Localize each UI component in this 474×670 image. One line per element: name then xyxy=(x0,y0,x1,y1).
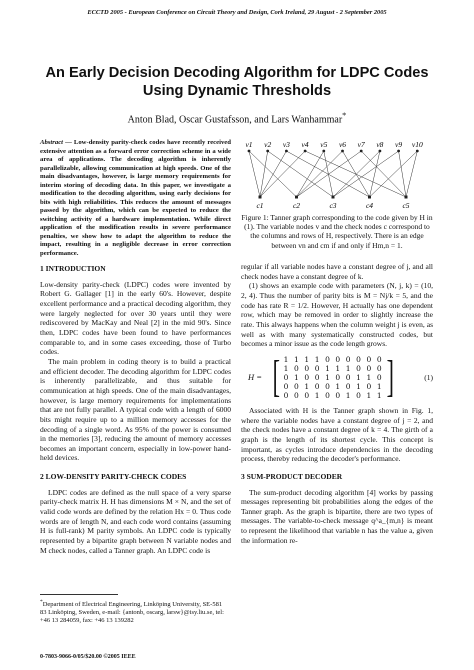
regular-definition: regular if all variable nodes have a constant degree of j, and all check nodes have a constant degree of k. xyxy=(241,262,433,281)
footnote-text: Department of Electrical Engineering, Linköping University, SE-581 83 Linköping, Sweden, e-mail: {antonb, oscarg, larsw}@isy.liu.se, tel: +46 13 284059, fax: +46 13 139282 xyxy=(40,601,224,625)
matrix-row: 0 1 0 0 1 0 0 1 1 0 xyxy=(283,372,384,382)
tanner-edge xyxy=(286,151,369,197)
tanner-edge xyxy=(249,151,260,197)
equation-number: (1) xyxy=(424,372,433,382)
check-node-label: c5 xyxy=(402,201,410,210)
right-bracket: ] xyxy=(386,352,395,402)
tanner-edge xyxy=(370,151,418,197)
section-3-heading: 3 SUM-PRODUCT DECODER xyxy=(241,471,343,481)
tanner-edges xyxy=(249,151,417,197)
check-nodes xyxy=(256,196,409,211)
intro-paragraph-2: The main problem in coding theory is to build a practical and efficient decoder. The decoding algorithm for LDPC codes is inherently parallelizable, and thus suitable for communication at high speeds. One of the main disadvantages, however, is large memory requirements for implementations that are not fully parallel. A typical code with a length of 6000 bits might require up to a million memory accesses for the decoding of a single word. As 95% of the power is consumed in the memories [3], reducing the amount of memory accesses becomes an important concern, especially in low-power hand-held devices. xyxy=(40,356,231,463)
authors xyxy=(0,111,474,125)
figure-caption: Figure 1: Tanner graph corresponding to the code given by H in (1). The variable nodes v and the check nodes c correspond to the columns and rows of H, respectively. There is an edge between vn and cm if and only if Hm,n = 1. xyxy=(241,213,433,250)
section-1-heading: 1 INTRODUCTION xyxy=(40,264,106,273)
check-node xyxy=(259,196,262,199)
variable-nodes xyxy=(245,140,423,152)
matrix-row: 1 0 0 0 1 1 1 0 0 0 xyxy=(283,363,384,373)
matrix-row: 0 0 0 1 0 0 1 0 1 1 xyxy=(283,390,384,400)
tanner-edge xyxy=(333,151,380,197)
sum-product-paragraph: The sum-product decoding algorithm [4] works by passing messages representing bit probabilities along the edges of the Tanner graph. As the graph is bipartite, there are two types of messages. The variable-to-check message q^a_{m,n} is meant to represent the likelihood that variable n has the value a, given the information re- xyxy=(241,487,433,545)
paper-title xyxy=(0,64,474,100)
check-node-label: c2 xyxy=(292,201,301,210)
right-column xyxy=(241,262,433,545)
isbn-copyright: 0-7803-9066-0/05/$20.00 ©2005 IEEE xyxy=(40,654,136,660)
variable-node-label: v3 xyxy=(282,140,290,149)
variable-node-label: v2 xyxy=(264,140,272,149)
tanner-edge xyxy=(297,151,362,197)
left-bracket: [ xyxy=(272,352,280,402)
check-node-label: c4 xyxy=(365,201,374,210)
tanner-edge xyxy=(249,151,297,197)
variable-node xyxy=(379,150,382,153)
tanner-association-paragraph: Associated with H is the Tanner graph shown in Fig. 1, where the variable nodes have a constant degree of j = 2, and the check nodes have a constant degree of k = 4. The girth of a graph is the length of its shortest cycle. This concept is important, as cycles introduce dependencies in the decoding process, thereby reducing the decoder's performance. xyxy=(241,405,433,464)
matrix-equation xyxy=(241,352,433,402)
check-node xyxy=(295,196,298,199)
variable-node-label: v5 xyxy=(320,140,328,149)
variable-node-label: v10 xyxy=(411,140,423,149)
variable-node xyxy=(304,150,307,153)
example-code-paragraph: (1) shows an example code with parameters (N, j, k) = (10, 2, 4). Thus the number of parity bits is M = Nj/k = 5, and the code has rate R = 1/2. However, H actually has one dependent row, which may be removed in order to slightly increase the rate. This always happens when the column weight j is even, as well as with many systematically constructed codes, but becomes a minor issue as the code length grows. xyxy=(241,281,433,349)
variable-node xyxy=(397,150,400,153)
tanner-edge xyxy=(333,151,399,197)
tanner-edge xyxy=(370,151,380,197)
check-node xyxy=(405,196,408,199)
variable-node-label: v1 xyxy=(245,140,253,149)
section-2-heading: 2 LOW-DENSITY PARITY-CHECK CODES xyxy=(40,472,187,482)
variable-node xyxy=(285,150,288,153)
variable-node-label: v4 xyxy=(301,140,309,149)
tanner-edge xyxy=(305,151,406,197)
variable-node xyxy=(322,150,325,153)
intro-paragraph-1: Low-density parity-check (LDPC) codes were invented by Robert G. Gallager [1] in the early 60's. However, despite excellent performance and a practical decoding algorithm, they were largely neglected for over 30 years until they were rediscovered by MacKay and Neal [2] in the mid 90's. Since then, LDPC codes have been found to have performances comparable to, and in some cases exceeding, those of Turbo codes. xyxy=(40,279,231,357)
ldpc-paragraph-1: LDPC codes are defined as the null space of a very sparse parity-check matrix H. H has dimensions M × N, and the set of valid code words are defined by the relation Hx = 0. Thus code words are of length N, and each code word contains (assuming H is full-rank) M parity symbols. An LDPC code is typically represented by a bipartite graph between N variable nodes and M check nodes, called a Tanner graph. An LDPC code is xyxy=(40,487,231,555)
variable-node xyxy=(248,150,251,153)
matrix-label: H = xyxy=(248,371,262,382)
tanner-edge xyxy=(361,151,406,197)
tanner-edge xyxy=(399,151,406,197)
variable-node xyxy=(341,150,344,153)
check-node xyxy=(368,196,371,199)
author-footnote-mark: * xyxy=(342,111,347,120)
title-line-2: Using Dynamic Thresholds xyxy=(142,83,332,99)
footnote-rule xyxy=(40,594,118,595)
abstract-label: Abstract xyxy=(40,139,64,146)
left-column xyxy=(40,139,231,555)
abstract-text: — Low-density parity-check codes have recently received extensive attention as a forward error correction scheme in a wide area of applications. The decoding algorithm is inherently parallelizable, allowing communication at high speeds. One of the main disadvantages, however, is large memory requirements for interim storing of decoding data. In this paper, we investigate a modification to the decoding algorithm, using early decisions for bits with high reliabilities. This reduces the amount of messages passed by the algorithm, which can be expected to reduce the switching activity of a hardware implementation. While direct application of the modification results in severe performance penalties, we show how to adapt the algorithm to reduce the impact, resulting in a negligible decrease in error correction performance. xyxy=(40,139,231,257)
matrix-row: 0 0 1 0 0 1 0 1 0 1 xyxy=(283,381,384,391)
check-node xyxy=(332,196,335,199)
abstract xyxy=(40,139,231,258)
footnote xyxy=(40,594,230,625)
variable-node-label: v8 xyxy=(376,140,384,149)
variable-node-label: v7 xyxy=(357,140,365,149)
tanner-edge xyxy=(406,151,417,197)
variable-node xyxy=(360,150,363,153)
variable-node xyxy=(416,150,419,153)
matrix-rows xyxy=(284,355,384,400)
check-node-label: c3 xyxy=(329,201,337,210)
footnote-mark: * xyxy=(40,599,43,605)
variable-node-label: v6 xyxy=(338,140,347,149)
variable-node-label: v9 xyxy=(395,140,403,149)
conference-header: ECCTD 2005 - European Conference on Circuit Theory and Design, Cork Ireland, 29 August - 2 September 2005 xyxy=(87,9,387,16)
variable-node xyxy=(266,150,269,153)
check-node-label: c1 xyxy=(256,201,264,210)
author-names: Anton Blad, Oscar Gustafsson, and Lars Wanhammar xyxy=(127,114,343,126)
title-line-1: An Early Decision Decoding Algorithm for LDPC Codes xyxy=(45,65,429,81)
matrix-row: 1 1 1 1 0 0 0 0 0 0 xyxy=(283,354,384,364)
